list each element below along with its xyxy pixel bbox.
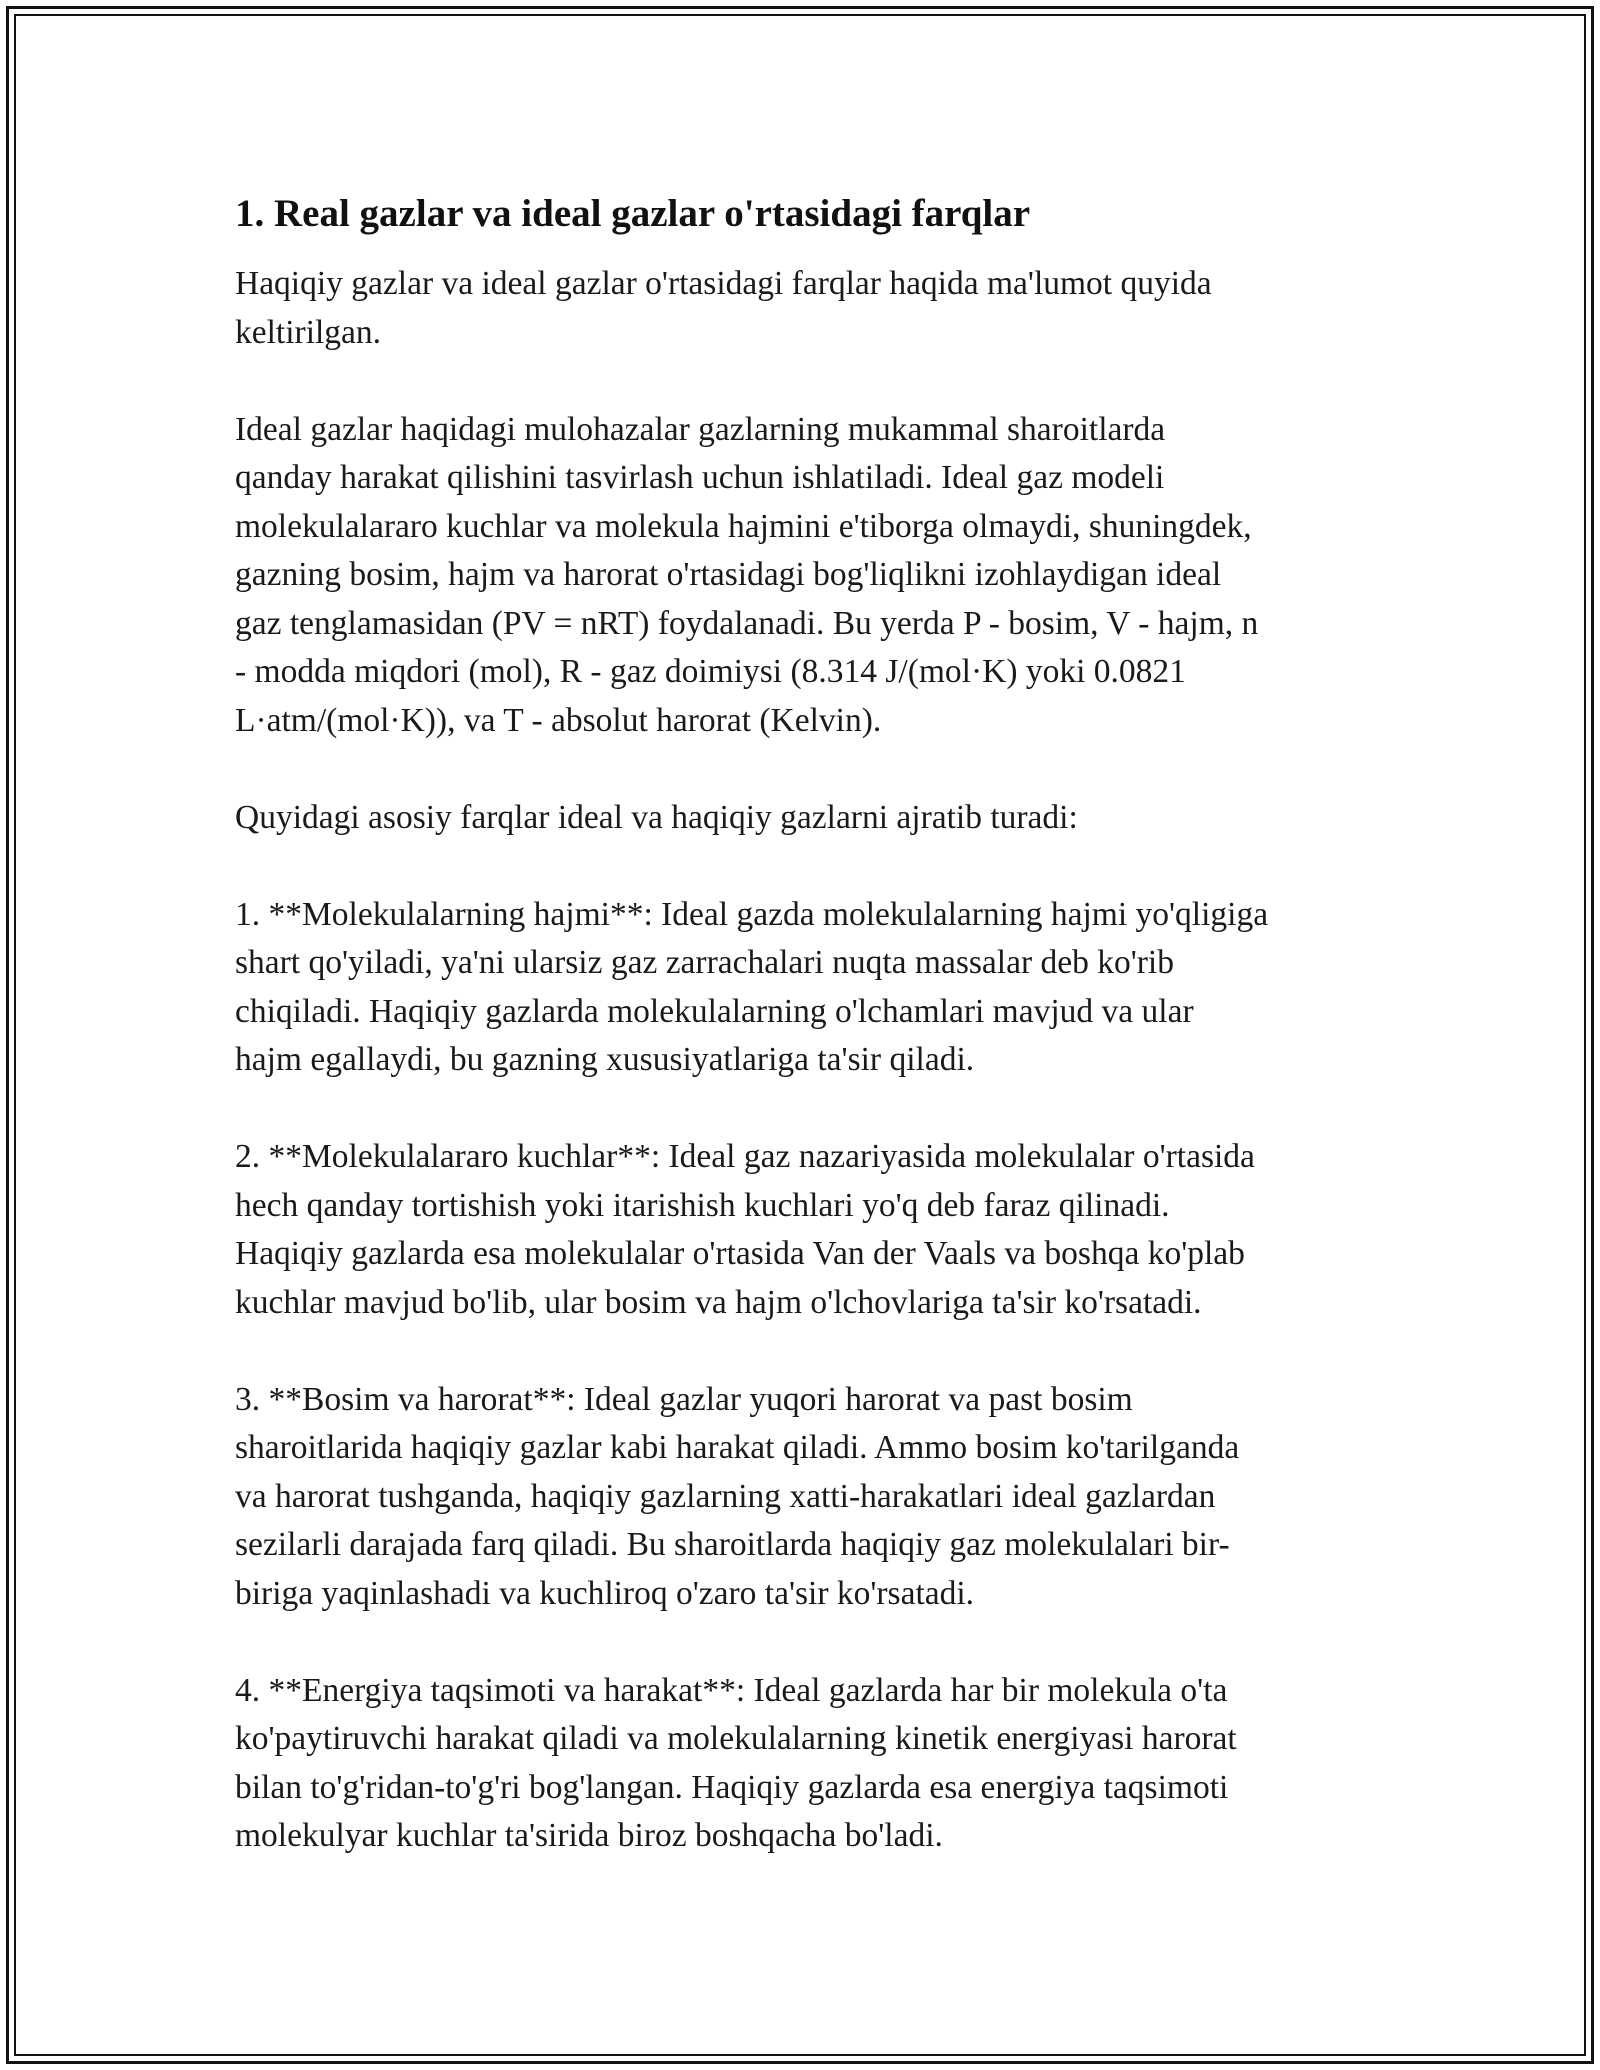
- document-body: [235, 188, 1375, 1909]
- document-title: 1. Real gazlar va ideal gazlar o'rtasidagi farqlar: [235, 192, 1031, 235]
- list-item-pressure-temperature: 3. **Bosim va harorat**: Ideal gazlar yuqori harorat va past bosim sharoitlarida haqiqiy gazlar kabi harakat qiladi. Ammo bosim ko'tarilganda va harorat tushganda, haqiqiy gazlarning xatti-harakatlari ideal gazlardan sezilarli darajada farq qiladi. Bu sharoitlarda haqiqiy gaz molekulalari bir- biriga yaqinlashadi va kuchliroq o'zaro ta'sir ko'rsatadi.: [235, 1380, 1240, 1612]
- list-item-energy-distribution: 4. **Energiya taqsimoti va harakat**: Ideal gazlarda har bir molekula o'ta ko'paytiruvchi harakat qiladi va molekulalarning kinetik energiyasi harorat bilan to'g'ridan-to'g'ri bog'langan. Haqiqiy gazlarda esa energiya taqsimoti molekulyar kuchlar ta'sirida biroz boshqacha bo'ladi.: [235, 1671, 1237, 1854]
- list-item-molecule-volume: 1. **Molekulalarning hajmi**: Ideal gazda molekulalarning hajmi yo'qligiga shart qo'yiladi, ya'ni ularsiz gaz zarrachalari nuqta massalar deb ko'rib chiqiladi. Haqiqiy gazlarda molekulalarning o'lchamlari mavjud va ular hajm egallaydi, bu gazning xususiyatlariga ta'sir qiladi.: [235, 895, 1269, 1078]
- list-item-intermolecular-forces: 2. **Molekulalararo kuchlar**: Ideal gaz nazariyasida molekulalar o'rtasida hech qanday tortishish yoki itarishish kuchlari yo'q deb faraz qilinadi. Haqiqiy gazlarda esa molekulalar o'rtasida Van der Vaals va boshqa ko'plab kuchlar mavjud bo'lib, ular bosim va hajm o'lchovlariga ta'sir ko'rsatadi.: [235, 1138, 1255, 1321]
- paragraph-differences-intro: Quyidagi asosiy farqlar ideal va haqiqiy gazlarni ajratib turadi:: [235, 798, 1078, 836]
- paragraph-ideal-gas-model: Ideal gazlar haqidagi mulohazalar gazlarning mukammal sharoitlarda qanday harakat qilishini tasvirlash uchun ishlatiladi. Ideal gaz modeli molekulalararo kuchlar va molekula hajmini e'tiborga olmaydi, shuningdek, gazning bosim, hajm va harorat o'rtasidagi bog'liqlikni izohlaydigan ideal gaz tenglamasidan (PV = nRT) foydalanadi. Bu yerda P - bosim, V - hajm, n - modda miqdori (mol), R - gaz doimiysi (8.314 J/(mol·K) yoki 0.0821 L·atm/(mol·K)), va T - absolut harorat (Kelvin).: [235, 410, 1259, 739]
- paragraph-intro: Haqiqiy gazlar va ideal gazlar o'rtasidagi farqlar haqida ma'lumot quyida keltirilgan.: [235, 265, 1212, 351]
